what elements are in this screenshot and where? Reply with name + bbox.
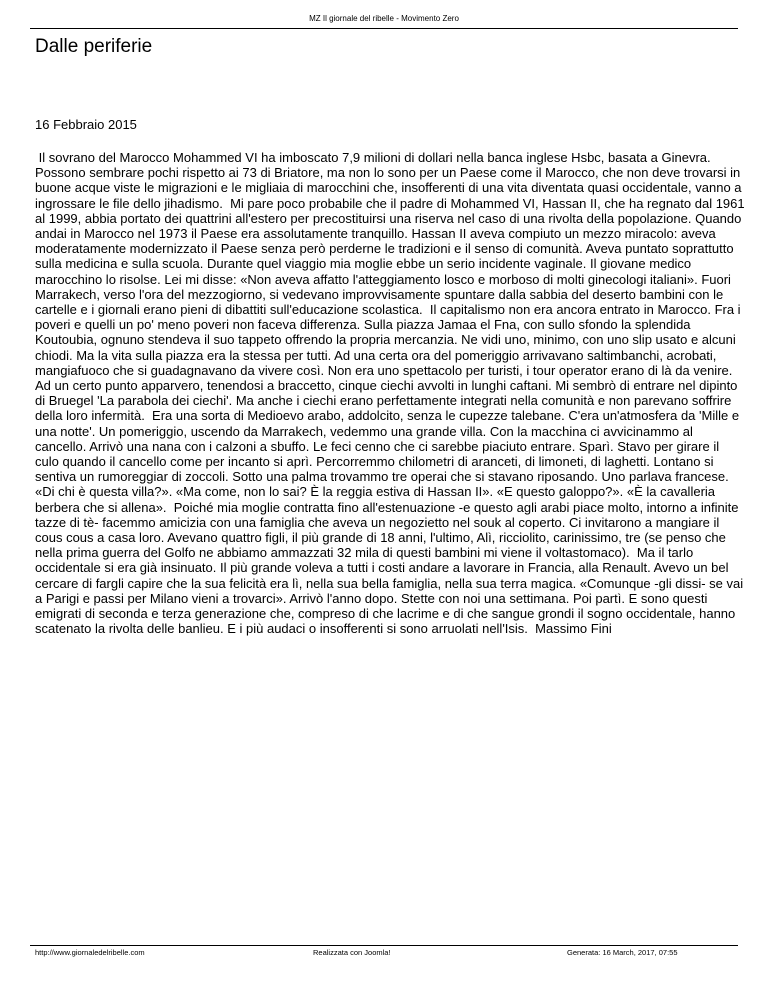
header-divider (30, 28, 738, 29)
article-date: 16 Febbraio 2015 (35, 117, 137, 132)
page-header: MZ Il giornale del ribelle - Movimento Zero (309, 14, 459, 23)
article-title: Dalle periferie (35, 36, 153, 57)
footer-generated-date: Generata: 16 March, 2017, 07:55 (567, 948, 678, 957)
footer-site-link[interactable]: http://www.giornaledelribelle.com (35, 948, 145, 957)
article-body: Il sovrano del Marocco Mohammed VI ha imboscato 7,9 milioni di dollari nella banca inglese Hsbc, basata a Ginevra. Possono sembrare pochi rispetto ai 73 di Briatore, ma non lo sono per un Paese come il Marocco, che non deve trovarsi in buone acque viste le migrazioni e le migliaia di marocchini che, insofferenti di una vita diventata quasi occidentale, vanno a ingrossare le file dello jihadismo. Mi pare poco probabile che il padre di Mohammed VI, Hassan II, che ha regnato dal 1961 al 1999, abbia portato dei quattrini all'estero per precostituirsi una riserva nel caso di una rivolta della popolazione. Quando andai in Marocco nel 1973 il Paese era assolutamente tranquillo. Hassan II aveva compiuto un mezzo miracolo: aveva moderatamente modernizzato il Paese senza però perderne le tradizioni e il senso di comunità. Aveva puntato soprattutto sulla medicina e sulla scuola. Durante quel viaggio mia moglie ebbe un serio incidente vaginale. Il giovane medico marocchino lo risolse. Lei mi disse: «Non aveva affatto l'atteggiamento losco e morboso di molti ginecologi italiani». Fuori Marrakech, verso l'ora del mezzogiorno, si vedevano improvvisamente spuntare dalla sabbia del deserto bambini con le cartelle e i giornali erano pieni di dibattiti sull'educazione scolastica. Il capitalismo non era ancora entrato in Marocco. Fra i poveri e quelli un po' meno poveri non faceva differenza. Sulla piazza Jamaa el Fna, con sullo sfondo la splendida Koutoubia, ognuno stendeva il suo tappeto offrendo la propria mercanzia. Ne vidi uno, minimo, con uno slip usato e alcuni chiodi. Ma la vita sulla piazza era la stessa per tutti. Ad una certa ora del pomeriggio arrivavano saltimbanchi, acrobati, mangiafuoco che si guadagnavano da vivere così. Non era uno spettacolo per turisti, i tour operator erano di là da venire. Ad un certo punto apparvero, tenendosi a braccetto, cinque ciechi avvolti in lunghi caftani. Mi sembrò di entrare nel dipinto di Bruegel 'La parabola dei ciechi'. Ma anche i ciechi erano perfettamente integrati nella comunità e non parevano soffrire della loro infermità. Era una sorta di Medioevo arabo, addolcito, senza le cupezze talebane. C'era un'atmosfera da 'Mille e una notte'. Un pomeriggio, uscendo da Marrakech, vedemmo una grande villa. Con la macchina ci avvicinammo al cancello. Arrivò una nana con i calzoni a sbuffo. Le feci cenno che ci sarebbe piaciuto entrare. Sparì. Stavo per girare il culo quando il cancello come per incanto si aprì. Percorremmo chilometri di aranceti, di limoneti, di laghetti. Lontano si sentiva un rumoreggiar di zoccoli. Sotto una palma trovammo tre operai che si stavano riposando. Uno parlava francese. «Di chi è questa villa?». «Ma come, non lo sai? È la reggia estiva di Hassan II». «E questo galoppo?». «È la cavalleria berbera che si allena». Poiché mia moglie contratta fino all'estenuazione -e questo agli arabi piace molto, intorno a infinite tazze di tè- facemmo amicizia con una famiglia che aveva un negozietto nel souk al coperto. Ci invitarono a mangiare il cous cous a casa loro. Avevano quattro figli, il più grande di 18 anni, l'ultimo, Alì, ricciolito, carinissimo, tre (se penso che nella prima guerra del Golfo ne abbiamo ammazzati 32 mila di questi bambini mi viene il voltastomaco). Ma il tarlo occidentale si era già insinuato. Il più grande voleva a tutti i costi andare a lavorare in Francia, alla Renault. Avevo un bel cercare di fargli capire che la sua felicità era lì, nella sua bella famiglia, nella sua terra magica. «Comunque -gli dissi- se vai a Parigi e passi per Milano vieni a trovarci». Arrivò l'anno dopo. Stette con noi una settimana. Poi partì. E sono questi emigrati di seconda e terza generazione che, compreso di che lacrime e di che sangue grondi il sogno occidentale, hanno scatenato la rivolta delle banlieu. E i più audaci o insofferenti si sono arruolati nell'Isis. Massimo Fini (35, 150, 749, 637)
footer-credit: Realizzata con Joomla! (313, 948, 391, 957)
footer-divider (30, 945, 738, 946)
